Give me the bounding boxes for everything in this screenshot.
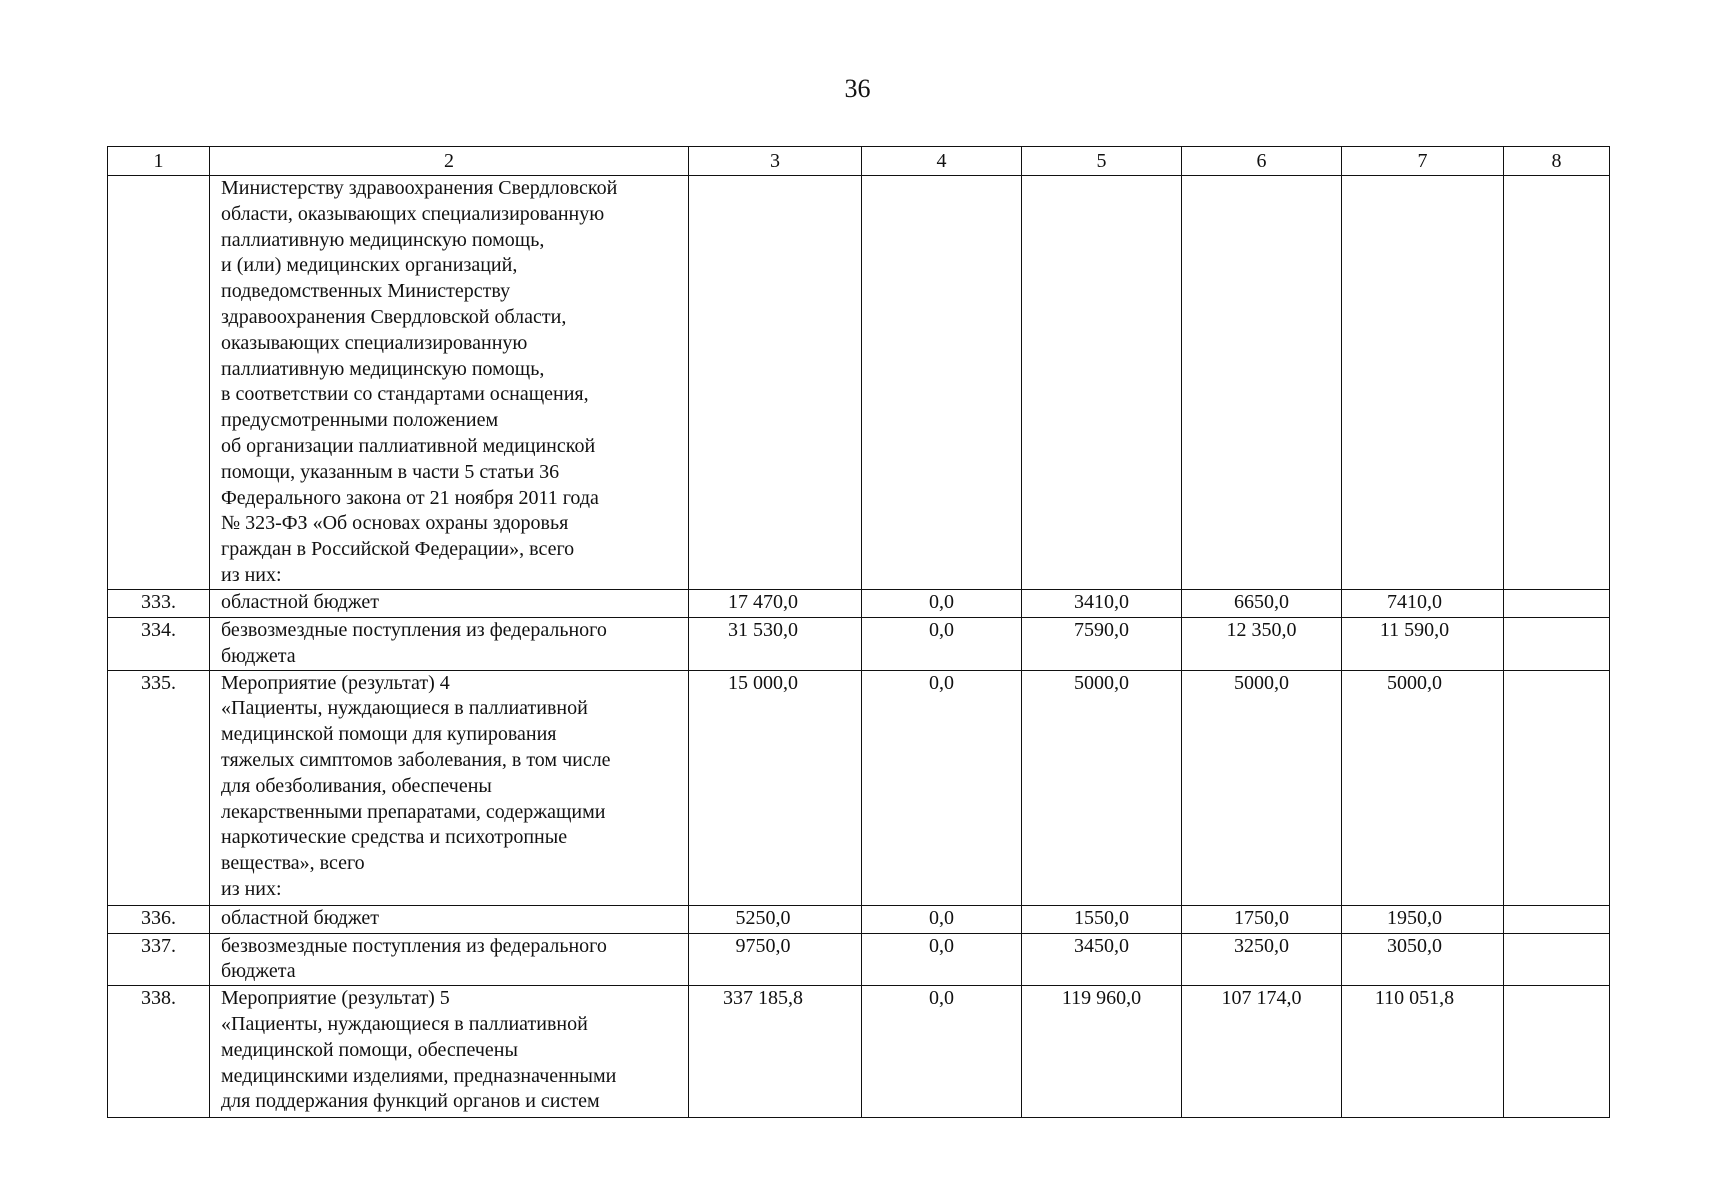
- cell-col-6: 107 174,0: [1182, 986, 1342, 1118]
- cell-col-4: 0,0: [862, 618, 1022, 671]
- col-header-5: 5: [1022, 147, 1182, 176]
- cell-col-4: 0,0: [862, 986, 1022, 1118]
- cell-col-5: [1022, 176, 1182, 590]
- row-number: 335.: [108, 670, 210, 905]
- cell-col-4: [862, 176, 1022, 590]
- cell-col-5: 1550,0: [1022, 905, 1182, 933]
- cell-col-6: 3250,0: [1182, 933, 1342, 986]
- cell-col-7: [1342, 176, 1504, 590]
- page-number: 36: [844, 74, 871, 103]
- row-description: безвозмездные поступления из федерального бюджета: [210, 933, 689, 986]
- cell-col-8: [1504, 176, 1610, 590]
- cell-col-6: [1182, 176, 1342, 590]
- cell-col-5: 3410,0: [1022, 590, 1182, 618]
- cell-col-5: 5000,0: [1022, 670, 1182, 905]
- cell-col-5: 3450,0: [1022, 933, 1182, 986]
- table-row: [108, 670, 1610, 905]
- cell-col-8: [1504, 670, 1610, 905]
- cell-col-5: 119 960,0: [1022, 986, 1182, 1118]
- cell-col-3: 15 000,0: [689, 670, 862, 905]
- cell-col-4: 0,0: [862, 590, 1022, 618]
- cell-col-5: 7590,0: [1022, 618, 1182, 671]
- row-number: 337.: [108, 933, 210, 986]
- cell-col-7: 1950,0: [1342, 905, 1504, 933]
- cell-col-6: 12 350,0: [1182, 618, 1342, 671]
- col-header-4: 4: [862, 147, 1022, 176]
- table-row: [108, 933, 1610, 986]
- row-number: 334.: [108, 618, 210, 671]
- cell-col-7: 11 590,0: [1342, 618, 1504, 671]
- cell-col-3: 17 470,0: [689, 590, 862, 618]
- table-row: [108, 618, 1610, 671]
- row-description: Министерству здравоохранения Свердловской области, оказывающих специализированную паллиативную медицинскую помощь, и (или) медицинских организаций, подведомственных Министерству здравоохранения Свердловской области, оказывающих специализированную паллиативную медицинскую помощь, в соответствии со стандартами оснащения, предусмотренными положением об организации паллиативной медицинской помощи, указанным в части 5 статьи 36 Федерального закона от 21 ноября 2011 года № 323-ФЗ «Об основах охраны здоровья граждан в Российской Федерации», всего из них:: [210, 176, 689, 590]
- row-number: 336.: [108, 905, 210, 933]
- col-header-1: 1: [108, 147, 210, 176]
- cell-col-6: 6650,0: [1182, 590, 1342, 618]
- cell-col-7: 7410,0: [1342, 590, 1504, 618]
- cell-col-6: 5000,0: [1182, 670, 1342, 905]
- col-header-2: 2: [210, 147, 689, 176]
- cell-col-3: 5250,0: [689, 905, 862, 933]
- cell-col-8: [1504, 905, 1610, 933]
- row-description: областной бюджет: [210, 905, 689, 933]
- row-number: 338.: [108, 986, 210, 1118]
- row-number: [108, 176, 210, 590]
- col-header-8: 8: [1504, 147, 1610, 176]
- row-description: безвозмездные поступления из федерального бюджета: [210, 618, 689, 671]
- cell-col-3: [689, 176, 862, 590]
- cell-col-8: [1504, 618, 1610, 671]
- row-number: 333.: [108, 590, 210, 618]
- cell-col-6: 1750,0: [1182, 905, 1342, 933]
- column-number-row: [108, 147, 1610, 176]
- col-header-6: 6: [1182, 147, 1342, 176]
- cell-col-8: [1504, 986, 1610, 1118]
- cell-col-7: 110 051,8: [1342, 986, 1504, 1118]
- col-header-3: 3: [689, 147, 862, 176]
- cell-col-3: 337 185,8: [689, 986, 862, 1118]
- cell-col-8: [1504, 590, 1610, 618]
- cell-col-4: 0,0: [862, 933, 1022, 986]
- cell-col-4: 0,0: [862, 905, 1022, 933]
- table-row: [108, 176, 1610, 590]
- row-description: областной бюджет: [210, 590, 689, 618]
- table-row: [108, 905, 1610, 933]
- cell-col-7: 3050,0: [1342, 933, 1504, 986]
- budget-table: [107, 146, 1610, 1118]
- cell-col-8: [1504, 933, 1610, 986]
- row-description: Мероприятие (результат) 4 «Пациенты, нуждающиеся в паллиативной медицинской помощи для купирования тяжелых симптомов заболевания, в том числе для обезболивания, обеспечены лекарственными препаратами, содержащими наркотические средства и психотропные вещества», всего из них:: [210, 670, 689, 905]
- cell-col-3: 31 530,0: [689, 618, 862, 671]
- cell-col-7: 5000,0: [1342, 670, 1504, 905]
- cell-col-3: 9750,0: [689, 933, 862, 986]
- cell-col-4: 0,0: [862, 670, 1022, 905]
- col-header-7: 7: [1342, 147, 1504, 176]
- row-description: Мероприятие (результат) 5 «Пациенты, нуждающиеся в паллиативной медицинской помощи, обеспечены медицинскими изделиями, предназначенными для поддержания функций органов и систем: [210, 986, 689, 1118]
- table-row: [108, 590, 1610, 618]
- table-row: [108, 986, 1610, 1118]
